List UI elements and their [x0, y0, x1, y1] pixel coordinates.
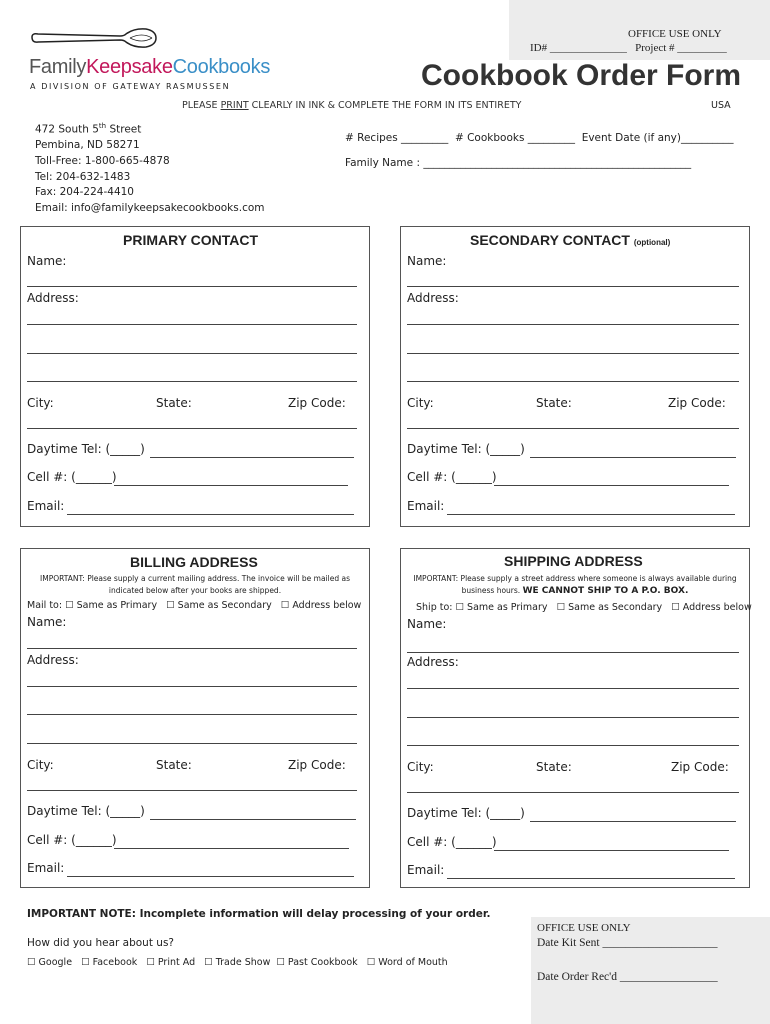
name-field[interactable] [27, 286, 357, 287]
name-label: Name: [27, 615, 67, 629]
daytime-tel-field[interactable] [150, 819, 356, 820]
email-label: Email: [407, 863, 445, 877]
primary-contact-box [20, 226, 370, 527]
recipes-cookbooks-event-fields[interactable]: # Recipes _________ # Cookbooks _________ Event Date (if any)__________ [345, 132, 734, 144]
name-field[interactable] [407, 652, 739, 653]
cell-field[interactable] [494, 850, 729, 851]
city-label: City: [407, 396, 434, 410]
address-field-2[interactable] [407, 353, 739, 354]
city-state-zip-field[interactable] [27, 790, 357, 791]
daytime-tel-label: Daytime Tel: (_____) [407, 442, 525, 456]
address-field-1[interactable] [27, 686, 357, 687]
daytime-tel-label: Daytime Tel: (_____) [27, 442, 145, 456]
secondary-contact-box [400, 226, 750, 527]
address-field-1[interactable] [407, 688, 739, 689]
cell-label: Cell #: (______) [407, 470, 497, 484]
email-label: Email: [407, 499, 445, 513]
company-logo: FamilyKeepsakeCookbooks [29, 56, 271, 78]
name-label: Name: [407, 617, 447, 631]
office-use-bottom-box [531, 917, 770, 1024]
page-title: Cookbook Order Form [421, 59, 742, 92]
cell-field[interactable] [114, 485, 348, 486]
city-state-zip-field[interactable] [407, 428, 739, 429]
daytime-tel-field[interactable] [150, 457, 354, 458]
zip-label: Zip Code: [668, 396, 726, 410]
city-state-zip-field[interactable] [27, 428, 357, 429]
name-field[interactable] [27, 648, 357, 649]
zip-label: Zip Code: [288, 396, 346, 410]
billing-address-box [20, 548, 370, 888]
office-id-project-fields[interactable]: ID# ______________ Project # _________ [530, 42, 727, 54]
email-field[interactable] [67, 876, 354, 877]
name-label: Name: [407, 254, 447, 268]
office-use-box [509, 0, 770, 60]
email-field[interactable] [447, 878, 735, 879]
zip-label: Zip Code: [671, 760, 729, 774]
address-field-2[interactable] [407, 717, 739, 718]
spoon-logo-icon [30, 26, 158, 50]
email-field[interactable] [67, 514, 354, 515]
company-address: 472 South 5th Street Pembina, ND 58271 Toll-Free: 1-800-665-4878 Tel: 204-632-1483 Fax: 204-224-4410 Email: info@familykeepsakecookbooks.com [35, 122, 265, 215]
address-field-1[interactable] [407, 324, 739, 325]
billing-important-note: IMPORTANT: Please supply a current mailing address. The invoice will be mailed as indicated below after your books are shipped. [40, 574, 350, 595]
referral-question: How did you hear about us? [27, 937, 174, 949]
address-field-3[interactable] [407, 745, 739, 746]
city-label: City: [27, 396, 54, 410]
family-name-field[interactable]: Family Name : ___________________________________________________ [345, 157, 692, 169]
address-label: Address: [27, 653, 79, 667]
ship-to-options[interactable]: Ship to: ☐ Same as Primary ☐ Same as Secondary ☐ Address below [416, 602, 752, 613]
address-field-3[interactable] [27, 381, 357, 382]
country-label: USA [711, 100, 731, 111]
email-field[interactable] [447, 514, 735, 515]
office-use-label: OFFICE USE ONLY [537, 922, 631, 934]
zip-label: Zip Code: [288, 758, 346, 772]
email-label: Email: [27, 499, 65, 513]
address-field-2[interactable] [27, 353, 357, 354]
primary-contact-title: PRIMARY CONTACT [123, 232, 259, 248]
daytime-tel-field[interactable] [530, 457, 736, 458]
secondary-contact-title: SECONDARY CONTACT (optional) [470, 232, 671, 248]
city-label: City: [407, 760, 434, 774]
address-field-1[interactable] [27, 324, 357, 325]
state-label: State: [536, 760, 572, 774]
address-field-2[interactable] [27, 714, 357, 715]
state-label: State: [536, 396, 572, 410]
shipping-address-title: SHIPPING ADDRESS [504, 553, 643, 569]
cell-field[interactable] [114, 848, 349, 849]
address-field-3[interactable] [407, 381, 739, 382]
date-kit-sent-field[interactable]: Date Kit Sent ____________________ [537, 937, 718, 949]
shipping-important-note: IMPORTANT: Please supply a street address where someone is always available during business hours. WE CANNOT SHIP TO A P.O. BOX. [413, 574, 737, 596]
state-label: State: [156, 758, 192, 772]
name-field[interactable] [407, 286, 739, 287]
division-text: A DIVISION OF GATEWAY RASMUSSEN [30, 82, 231, 91]
office-use-label: OFFICE USE ONLY [628, 28, 722, 40]
address-label: Address: [407, 291, 459, 305]
cell-label: Cell #: (______) [27, 833, 117, 847]
important-note: IMPORTANT NOTE: Incomplete information will delay processing of your order. [27, 908, 491, 920]
daytime-tel-label: Daytime Tel: (_____) [27, 804, 145, 818]
referral-options[interactable]: ☐ Google ☐ Facebook ☐ Print Ad ☐ Trade Show ☐ Past Cookbook ☐ Word of Mouth [27, 957, 448, 968]
cell-label: Cell #: (______) [407, 835, 497, 849]
billing-address-title: BILLING ADDRESS [130, 554, 258, 570]
city-state-zip-field[interactable] [407, 792, 739, 793]
daytime-tel-field[interactable] [530, 821, 736, 822]
city-label: City: [27, 758, 54, 772]
cell-label: Cell #: (______) [27, 470, 117, 484]
cell-field[interactable] [494, 485, 729, 486]
address-label: Address: [407, 655, 459, 669]
instructions: PLEASE PRINT CLEARLY IN INK & COMPLETE THE FORM IN ITS ENTIRETY [182, 100, 522, 111]
daytime-tel-label: Daytime Tel: (_____) [407, 806, 525, 820]
mail-to-options[interactable]: Mail to: ☐ Same as Primary ☐ Same as Secondary ☐ Address below [27, 600, 362, 611]
address-field-3[interactable] [27, 743, 357, 744]
date-order-received-field[interactable]: Date Order Rec'd _________________ [537, 971, 718, 983]
address-label: Address: [27, 291, 79, 305]
state-label: State: [156, 396, 192, 410]
name-label: Name: [27, 254, 67, 268]
shipping-address-box [400, 548, 750, 888]
email-label: Email: [27, 861, 65, 875]
